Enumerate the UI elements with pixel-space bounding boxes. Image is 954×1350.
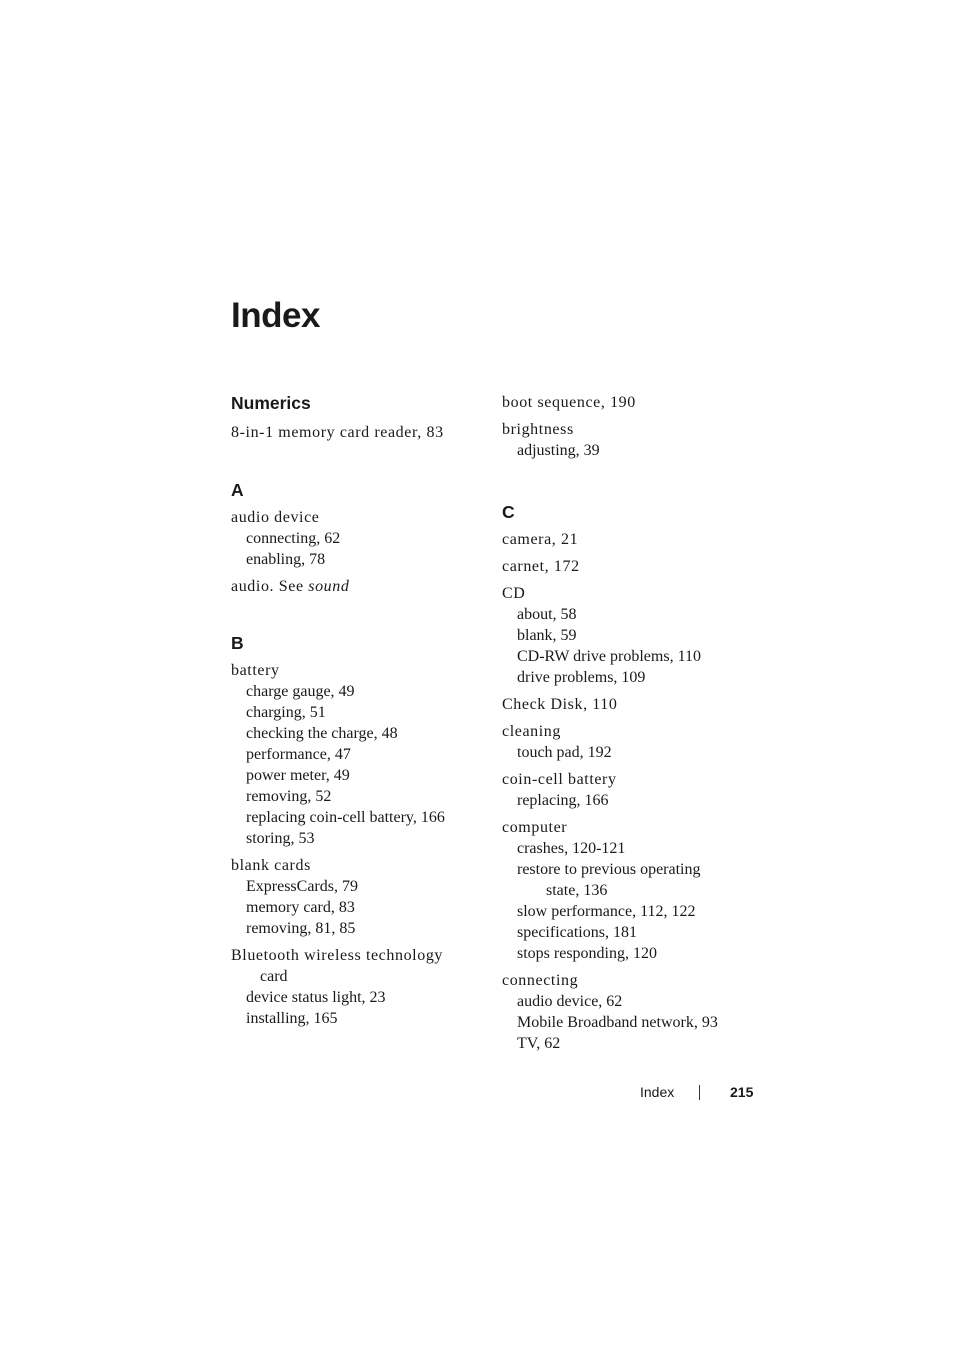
- section-heading-a: A: [231, 480, 244, 500]
- cross-reference-target: sound: [308, 578, 350, 595]
- index-entry: carnet, 172: [502, 558, 580, 575]
- page-number: 215: [730, 1084, 754, 1100]
- section-heading-c: C: [502, 502, 515, 522]
- index-entry: 8-in-1 memory card reader, 83: [231, 424, 444, 441]
- index-subentry: stops responding, 120: [517, 945, 657, 962]
- index-entry: blank cards: [231, 857, 311, 874]
- index-entry: Check Disk, 110: [502, 696, 618, 713]
- footer-divider: [699, 1085, 700, 1100]
- index-subentry: crashes, 120-121: [517, 840, 626, 857]
- index-column-left: [231, 392, 471, 1029]
- index-subentry: audio device, 62: [517, 993, 623, 1010]
- index-subentry: storing, 53: [246, 830, 315, 847]
- index-subentry: installing, 165: [246, 1010, 338, 1027]
- index-subentry: replacing coin-cell battery, 166: [246, 809, 445, 826]
- index-entry: battery: [231, 662, 280, 679]
- index-subentry: ExpressCards, 79: [246, 878, 358, 895]
- index-subentry: about, 58: [517, 606, 577, 623]
- index-subentry: removing, 52: [246, 788, 332, 805]
- index-entry: cleaning: [502, 723, 561, 740]
- index-subentry: enabling, 78: [246, 551, 326, 568]
- index-entry: connecting: [502, 972, 579, 989]
- index-entry: Bluetooth wireless technology: [231, 947, 444, 964]
- footer-label: Index: [640, 1084, 675, 1100]
- index-entry: brightness: [502, 421, 574, 438]
- cross-reference-prefix: audio. See: [231, 578, 309, 595]
- section-heading-b: B: [231, 633, 244, 653]
- index-subentry: device status light, 23: [246, 989, 386, 1006]
- index-subentry: checking the charge, 48: [246, 725, 398, 742]
- page-title: Index: [231, 296, 320, 335]
- index-subentry: blank, 59: [517, 627, 577, 644]
- index-subentry: power meter, 49: [246, 767, 350, 784]
- index-entry-continuation: card: [260, 968, 288, 985]
- index-subentry: drive problems, 109: [517, 669, 646, 686]
- index-entry: CD: [502, 585, 526, 602]
- index-entry-cross-reference: [231, 576, 471, 597]
- index-subentry-continuation: state, 136: [546, 882, 608, 899]
- index-subentry: touch pad, 192: [517, 744, 612, 761]
- index-subentry: connecting, 62: [246, 530, 341, 547]
- index-entry: camera, 21: [502, 531, 579, 548]
- index-subentry: memory card, 83: [246, 899, 355, 916]
- index-subentry: performance, 47: [246, 746, 351, 763]
- index-subentry: CD-RW drive problems, 110: [517, 648, 701, 665]
- index-subentry: replacing, 166: [517, 792, 609, 809]
- index-entry: audio device: [231, 509, 320, 526]
- index-subentry: Mobile Broadband network, 93: [517, 1014, 718, 1031]
- index-column-right: [502, 392, 742, 1054]
- page-footer: [640, 1083, 754, 1101]
- index-subentry: charge gauge, 49: [246, 683, 355, 700]
- index-entry: boot sequence, 190: [502, 394, 636, 411]
- index-entry: computer: [502, 819, 568, 836]
- index-subentry: TV, 62: [517, 1035, 561, 1052]
- index-subentry: restore to previous operating: [517, 861, 701, 878]
- index-subentry: specifications, 181: [517, 924, 637, 941]
- index-subentry: removing, 81, 85: [246, 920, 356, 937]
- index-subentry: slow performance, 112, 122: [517, 903, 696, 920]
- index-subentry: adjusting, 39: [517, 442, 600, 459]
- index-entry: coin-cell battery: [502, 771, 617, 788]
- section-heading-numerics: Numerics: [231, 393, 311, 413]
- index-subentry: charging, 51: [246, 704, 326, 721]
